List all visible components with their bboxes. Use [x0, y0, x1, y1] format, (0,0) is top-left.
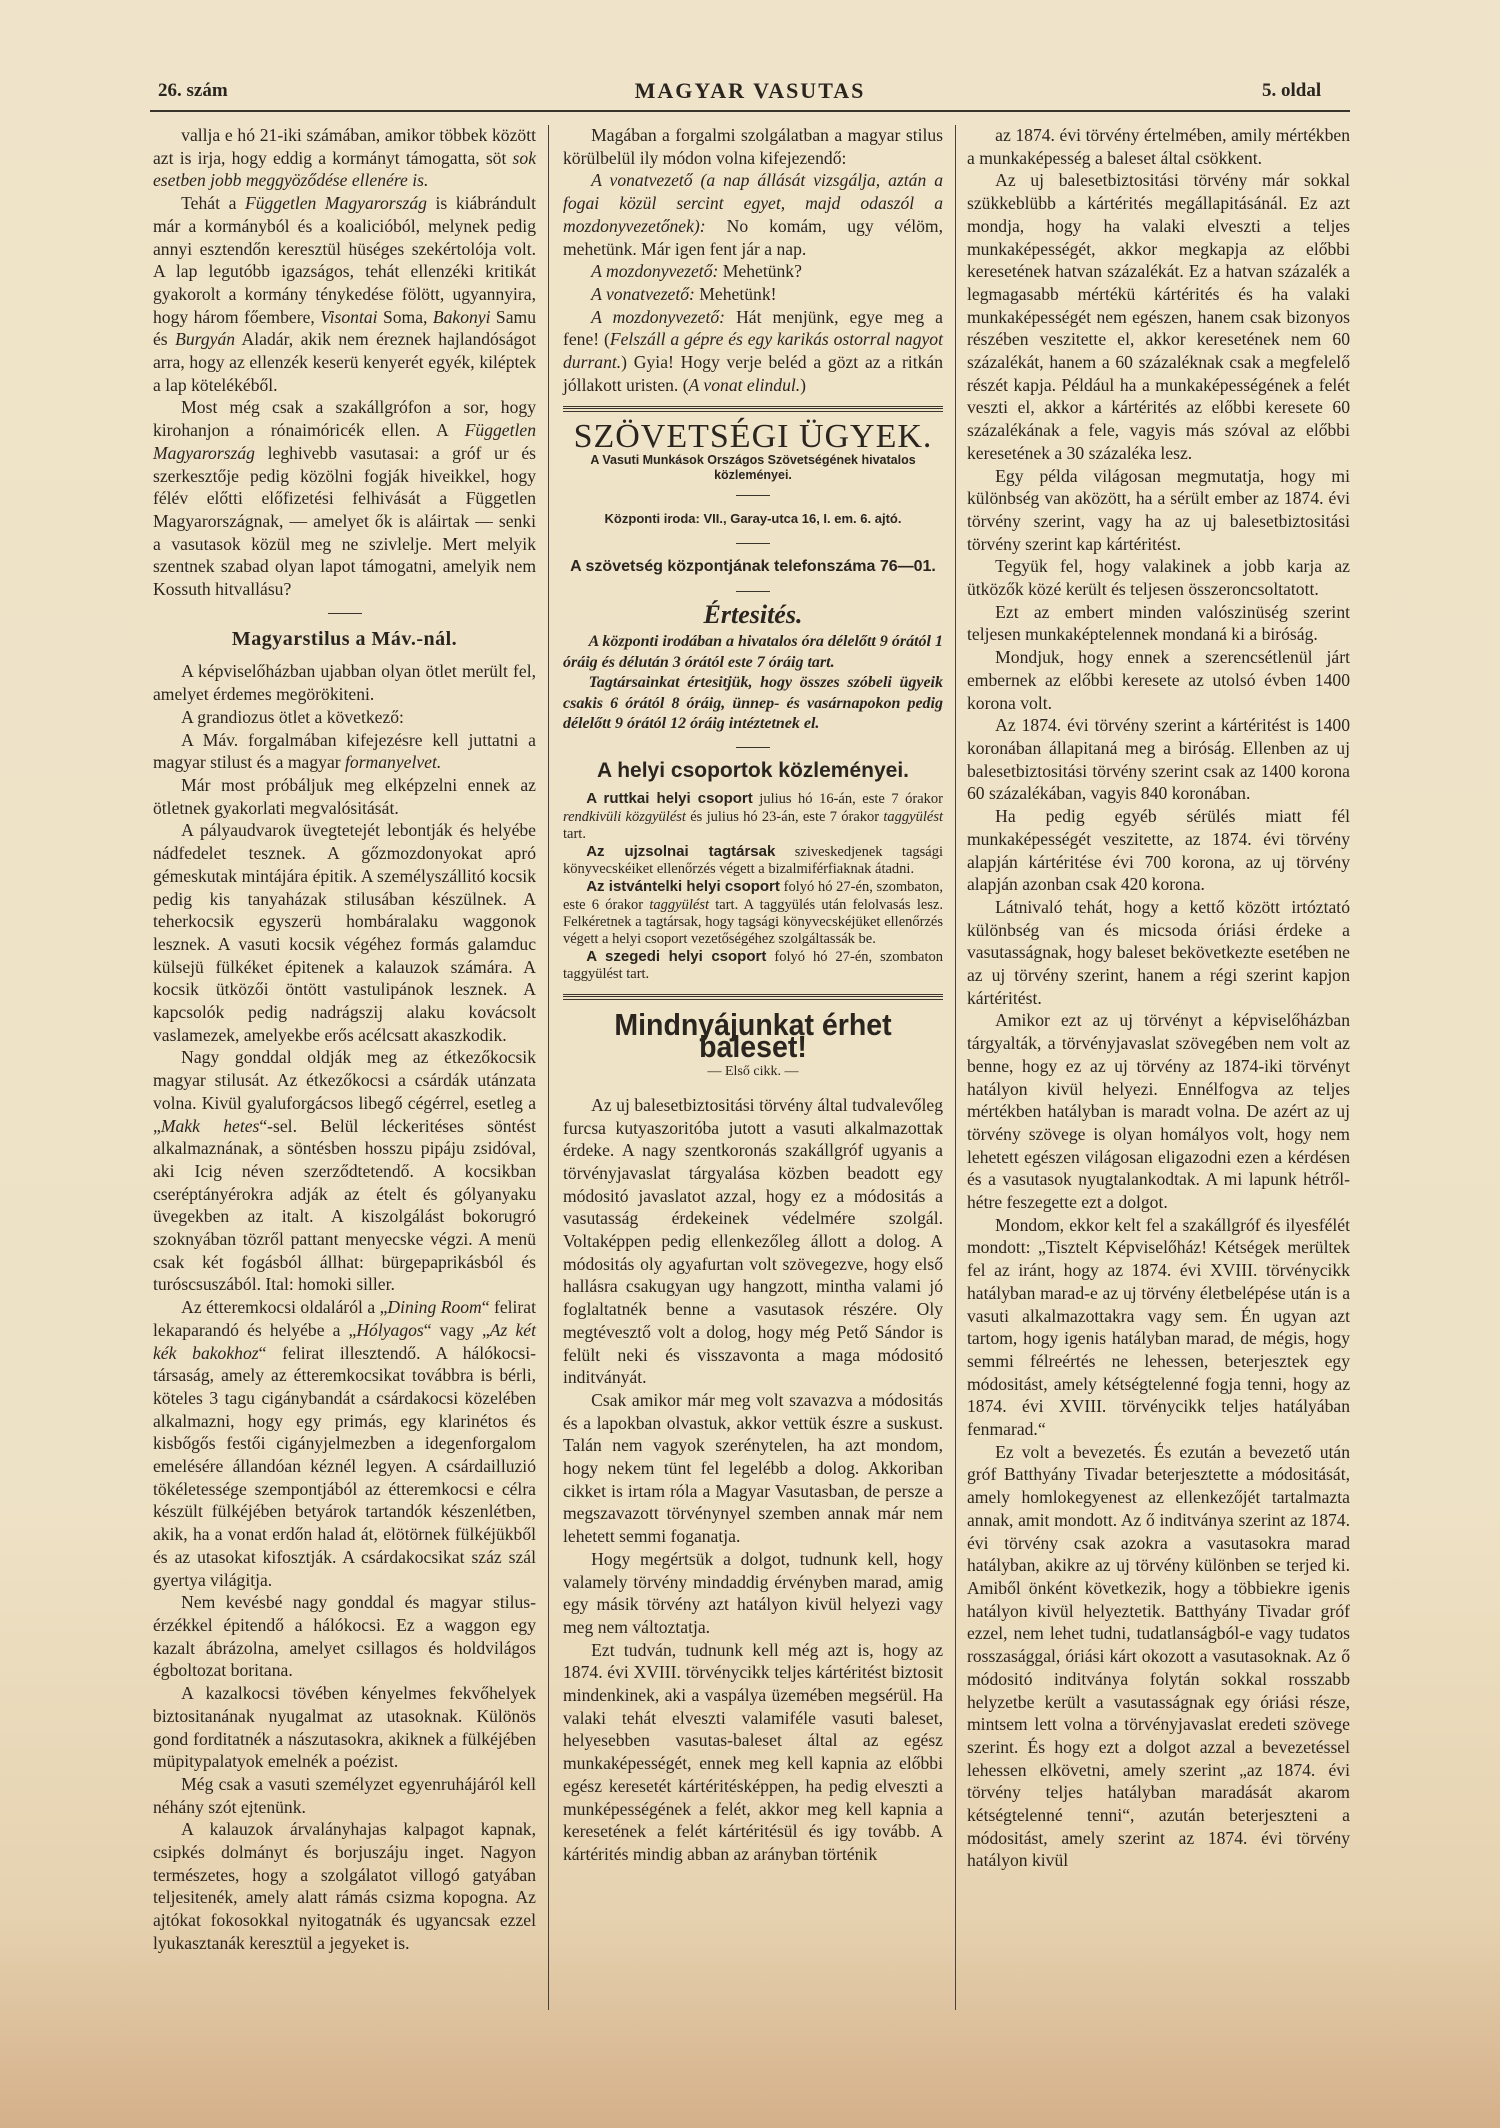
text-run: A vonatvezető:: [591, 283, 695, 304]
notice-body: [563, 632, 943, 735]
paragraph: [153, 192, 536, 396]
text-run: Most még csak a szakállgrófon a sor, hogy kirohanjon a rónaimóricék ellen. A: [153, 397, 536, 441]
paragraph: [563, 1389, 943, 1548]
text-run: Az ujzsolnai tagtársak: [586, 843, 776, 861]
text-run: rendkivüli közgyülést: [563, 808, 686, 825]
paragraph: [563, 843, 943, 878]
text-run: Makk hetes: [160, 1115, 260, 1136]
paragraph: [563, 632, 943, 673]
text-run: Az uj balesetbiztositási törvény már sokkal szükkeblübb a kártérités megállapitásánál. Ez azt mondja, hogy ha valaki elveszti a teljes munkaképességét, akkor megkapja az előbbi keresetének hatvan százalékát. Ez a hatvan százalék a legmagasabb mértékü kártérités és ha valaki munkaképességét nem egészen, hanem csak bizonyos részében veszitette el, akkor keresetének nem 60 százalékát, hanem a 60 százaléknak csak a megfelelő részét kapja. Például ha a munkaképességének a felét veszti el, akkor a kártérités az előbbi keresete 60 százalékának a fele, vagyis más szóval az előbbi keresetének a 30 százaléka lesz.: [967, 170, 1350, 463]
text-run: Még csak a vasuti személyzet egyenruhájáról kell néhány szót ejtenünk.: [153, 1773, 536, 1817]
paragraph: [967, 1009, 1350, 1213]
text-run: A vonat elindul.: [688, 374, 801, 395]
text-run: Mondom, ekkor kelt fel a szakállgróf és ilyesfélét mondott: „Tisztelt Képviselőház! Kétségek merültek fel az iránt, hogy az 1874. évi XVIII. törvénycikk hatályban marad-e az uj törvény életbelépése után is a vasuti alkalmazottakra vagy sem. Én ugyan azt tartom, hogy igenis hatályban marad, de mégis, hogy semmi félreértés ne lehessen, beterjesztek egy módositást, amely kétségtelenné fogja tenni, hogy az 1874. évi XVIII. törvénycikk teljes hatályában fenmarad.“: [967, 1214, 1350, 1440]
text-run: Burgyán: [175, 329, 236, 350]
paragraph: [967, 169, 1350, 464]
text-run: Aladár, akik nem éreznek hajlandóságot arra, hogy az ellenzék keserü kenyerét egyék, kiléptek a lap kötelékéből.: [153, 329, 536, 395]
paragraph: [967, 1214, 1350, 1441]
text-run: Hát menjünk, egye meg a fene! (: [563, 306, 943, 350]
text-run: Már most próbáljuk meg elképzelni ennek az ötletnek gyakorlati megvalósitását.: [153, 774, 536, 818]
separator: [736, 495, 770, 496]
text-run: Mehetünk?: [718, 261, 802, 282]
paragraph: [153, 774, 536, 819]
text-run: Ezt tudván, tudnunk kell még azt is, hogy az 1874. évi XVIII. törvénycikk teljes kártéritést biztosit mindenkinek, aki a vaspálya üzemében megsérül. Ha valaki tehát elveszti valamiféle vasuti baleset, helyesebben vasutas-baleset által az egész munkaképességét, ennek meg kell kapnia az előbbi egész keresetét kártéritésképpen, ha pedig elveszti a munképességének a felét, akkor meg kell kapnia a keresetének a felét kártéritésül és igy tovább. A kártérités mindig abban az arányban történik: [563, 1639, 943, 1864]
text-run: folyó hó 27-én, szombaton taggyülést tart.: [563, 949, 943, 983]
text-run: A mozdonyvezető:: [591, 306, 726, 327]
notice-title: Értesités.: [703, 599, 803, 629]
text-run: ): [800, 374, 807, 395]
text-run: Nagy gonddal oldják meg az étkezőkocsik magyar stilusát. Az étkezőkocsi a csárdák utánzata volna. Kivül gyaluforgácsos libegő cégérrel, esetleg a „: [153, 1047, 536, 1136]
text-run: Soma,: [377, 306, 433, 327]
column-divider: [548, 125, 549, 2010]
text-run: Egy példa világosan megmutatja, hogy mi különbség van aközött, ha a sérült ember az 1874. évi törvény szerint, vagy ha az uj balesetbiztositási törvény szerint kap kártéritést.: [967, 465, 1350, 554]
column-1: [153, 124, 536, 1955]
text-run: Tehát a: [181, 193, 245, 214]
paragraph: [563, 283, 943, 306]
paragraph: [153, 1773, 536, 1818]
article-subtitle: — Első cikk. —: [707, 1064, 799, 1080]
issue-number: 26. szám: [158, 80, 228, 101]
section-subtitle: A Vasuti Munkások Országos Szövetségének hivatalos közleményei.: [590, 453, 916, 483]
text-run: A kalauzok árvalányhajas kalpagot kapnak, csipkés dolmányt és borjuszáju inget. Nagyon természetes, hogy a szolgálatot villogó gatyában teljesitenék, amely alatt rámás csizma kopogna. Az ajtókat fokosokkal nyitogatnák és ugyancsak ezzel lyukasztanák keresztül a jegyeket is.: [153, 1819, 536, 1953]
paragraph: [153, 729, 536, 774]
column-2: [563, 124, 943, 1866]
separator: [736, 591, 770, 592]
text-run: tart. A taggyülés után felolvasás lesz. Felkéretnek a tagtársak, hogy tagsági könyvecskéjüket ellenőrzés végett a helyi csoport vezetőségéhez szolgáltassák be.: [563, 896, 943, 948]
text-run: “-sel. Belül léckeritéses söntést alkalmaznának, a söntésben hosszu pipáju zsidóval, aki Icig néven szerződtetendő. A kocsikban cseréptányérokra adják az ételt és gólyanyaku üvegekben az italt. A kiszolgálást bokorugró szoknyában tözről pattant menyecske végzi. A menü csak két fogásból állhat: bürgepaprikásból és turóscsuszából. Ital: homoki siller.: [153, 1115, 536, 1295]
paragraph: [153, 1682, 536, 1773]
paragraph: [563, 260, 943, 283]
section-title: SZÖVETSÉGI ÜGYEK.: [573, 418, 933, 456]
paragraph: [153, 1591, 536, 1682]
text-run: Az uj balesetbiztositási törvény által tudvalevőleg furcsa kutyaszoritóba jutott a vasuti alkalmazottak érdeke. A nagy szentkoronás szakállgróf ugyanis a törvényjavaslat tárgyalása közben beadott egy módositó javaslatot azzal, hogy ez a módositás a vasutasság érdekeinek védelmére szolgál. Voltaképpen pedig ellenkezőleg állott a dolog. A módositás oly agyafurtan volt szövegezve, hogy első hallásra csakugyan ugy hangzott, mintha valami jó foglaltatnék benne a vasutasok részére. Oly megtévesztő volt a dolog, hogy még Pető Sándor is felült neki és visszavonta a maga módositó inditványát.: [563, 1094, 943, 1388]
separator: [328, 613, 362, 614]
text-run: taggyülést: [649, 896, 709, 913]
text-run: taggyülést: [883, 808, 943, 825]
text-run: julius hó 16-án, este 7 órakor: [752, 791, 943, 808]
text-run: tart.: [563, 825, 586, 842]
paragraph: [967, 1441, 1350, 1872]
paragraph: [967, 601, 1350, 646]
text-run: Látnivaló tehát, hogy a kettő között irtóztató különbség van és micsoda óriási érdeke a vasutasságnak, hogy baleset bekövetkezte esetében ne az uj törvény szerint, hanem a régi szerint kapjon kártéritést.: [967, 896, 1350, 1008]
paragraph: [563, 790, 943, 843]
text-run: Dining Room: [387, 1297, 482, 1318]
text-run: Az 1874. évi törvény szerint a kártéritést is 1400 koronában állapitaná meg a biróság. Ellenben az uj balesetbiztositási törvény szerint csak az 1400 korona 60 százalékában, vagyis 840 koronában.: [967, 715, 1350, 804]
phone-number: A szövetség központjának telefonszáma 76—01.: [570, 557, 936, 575]
text-run: A kazalkocsi tövében kényelmes fekvőhelyek biztositanának nyugalmat az utasoknak. Különös gond forditatnék a nászutasokra, akiknek a fülkéjében müpitypalatyok emelnék a poézist.: [153, 1683, 536, 1772]
text-run: Ezt az embert minden valószinüség szerint teljesen munkaképtelennek mondaná ki a biróság.: [967, 601, 1350, 645]
paragraph: [153, 1046, 536, 1296]
article-continuation: [967, 124, 1350, 1872]
text-run: ) Gyia! Hogy verje beléd a gözt az a ritkán jóllakott uristen. (: [563, 352, 943, 395]
text-run: A pályaudvarok üvegtetejét lebontják és helyébe nádfedelet tesznek. A gőzmozdonyokat apró gémeskutak mintájára épitik. A személyszállitó kocsik pedig kis tanyaházak stilusában készülnek. A teherkocsik egyszerü hombáralaku waggonok lesznek. A vasuti kocsik végéhez formás galamduc külsejü fülkéket épitenek a kalauzok számára. A kocsik ütközői öntött vastulipánok lesznek. A kapcsolók pedig nadrágszij alaku kovácsolt vaslamezek, amelyekbe erős acélcsatt akaszkodik.: [153, 820, 536, 1045]
text-run: formanyelvet.: [345, 752, 442, 773]
text-run: az 1874. évi törvény értelmében, amily mértékben a munkaképesség a baleset által csökkent.: [967, 125, 1350, 168]
paragraph: [153, 1296, 536, 1591]
text-run: leghivebb vasutasai: a gróf ur és szerkesztője pedig közölni fogják hiveikkel, hogy félév előtti előfizetési felhivását a Független Magyarországnak, — amelyet ők is aláirtak — senki a vasutasok közül meg ne szivlelje. Mert melyik szentnek szabad olyan lapot támogatni, amelyik nem Kossuth hitvallásu?: [153, 442, 536, 600]
text-run: Független Magyarország: [153, 420, 536, 463]
text-run: Hólyagos: [356, 1319, 424, 1340]
text-run: Samu és: [153, 306, 537, 350]
intro-text: [153, 124, 536, 601]
paragraph: [563, 306, 943, 397]
text-run: A szegedi helyi csoport: [586, 948, 767, 966]
paragraph: [563, 1548, 943, 1639]
paragraph: [153, 396, 536, 600]
text-run: “ vagy „: [423, 1319, 490, 1340]
text-run: A mozdonyvezető:: [591, 261, 719, 282]
paragraph: [967, 805, 1350, 896]
text-run: Az étteremkocsi oldaláról a „: [181, 1297, 388, 1318]
text-run: sziveskedjenek tagsági könyvecskéiket ellenőrzés végett a bizalmiférfiaknak átadni.: [563, 844, 944, 878]
text-run: Amikor ezt az uj törvényt a képviselőházban tárgyalták, a törvényjavaslat szövegében nem volt az benne, hogy ez az uj törvény az 1874-iki törvényt hatályon kivül helyezi. Ennélfogva az teljes mértékben hatályban is maradt volna. De azért az uj törvény szövege is olyan homályos volt, hogy nem lehetett egészen világosan eligazodni ezen a kérdésen és a vasutasok nyugtalankodtak. A mi lapunk hétről-hétre feszegette ezt a dolgot.: [967, 1010, 1350, 1213]
paragraph: [563, 948, 943, 983]
article-body: [153, 660, 536, 1954]
text-run: “ felirat illesztendő. A hálókocsi-társaság, amely az étteremkocsikat továbbra is bérli, köteles 3 tagu cigánybandát a csárdakocsi közelében alkalmazni, hogy egy primás, egy klarinétos és kisbőgős festői cigányjelmezben a idegenforgalom emelésére állandóan kéznél legyen. A csárdailluzió tökéletessége szempontjából az étteremkocsi e célra készült fülkéjében betyárok tartandók készenlétben, akik, ha a vonat erdőn halad át, elötörnek fülkéjükből és az utasokat kifosztják. A csárdakocsikat száz szál gyertya világitja.: [153, 1342, 536, 1590]
paragraph: [967, 465, 1350, 556]
paragraph: [153, 819, 536, 1046]
text-run: A képviselőházban ujabban olyan ötlet merült fel, amelyet érdemes megörökiteni.: [153, 661, 536, 705]
text-run: A központi irodában a hivatalos óra délelőtt 9 órától 1 óráig és délután 3 órától este 7 óráig tart.: [563, 633, 943, 671]
paragraph: [153, 1818, 536, 1954]
text-run: Visontai: [320, 306, 378, 327]
text-run: vallja e hó 21-iki számában, amikor többek között azt is irja, hogy eddig a kormányt támogatta, söt: [153, 125, 536, 168]
paragraph: [967, 646, 1350, 714]
text-run: Ha pedig egyéb sérülés miatt fél munkaképességét veszitette, az 1874. évi törvény alapján kártéritése évi 700 korona, az uj törvény alapján azonban csak 420 korona.: [967, 806, 1350, 895]
text-run: A vonatvezető (a nap állását vizsgálja, aztán a fogai közül sercint egyet, majd odaszól a mozdonyvezetőnek):: [563, 170, 943, 236]
newspaper-title: MAGYAR VASUTAS: [634, 78, 866, 103]
text-run: Mondjuk, hogy ennek a szerencsétlenül járt embernek az előbbi keresete az utolsó évben 1400 korona volt.: [967, 647, 1350, 713]
text-run: Magában a forgalmi szolgálatban a magyar stilus körülbelül ily módon volna kifejezendő:: [563, 125, 943, 168]
paragraph: [967, 714, 1350, 805]
paragraph: [563, 673, 943, 735]
separator: [736, 543, 770, 544]
page-number: 5. oldal: [1262, 80, 1322, 101]
column-3: [967, 124, 1350, 1872]
text-run: Felszáll a gépre és egy karikás ostorral nagyot durrant.: [563, 329, 943, 373]
text-run: Az istvántelki helyi csoport: [586, 878, 780, 896]
paragraph: [967, 124, 1350, 169]
paragraph: [563, 878, 943, 948]
text-run: “ felirat lekaparandó és helyébe a „: [153, 1297, 536, 1340]
paragraph: [153, 124, 536, 192]
text-run: Nem kevésbé nagy gonddal és magyar stilus-érzékkel épitendő a hálókocsi. Ez a waggon egy kazalt ábrázolna, amelyet csillagos és holdvilágos égboltozat boritana.: [153, 1592, 536, 1681]
paragraph: [563, 124, 943, 169]
text-run: No komám, ugy vélöm, mehetünk. Már igen fent jár a nap.: [563, 215, 943, 259]
paragraph: [563, 1639, 943, 1866]
text-run: Az két kék bakokhoz: [153, 1319, 536, 1363]
text-run: Tagtársainkat értesitjük, hogy összes szóbeli ügyeik csakis 6 órától 8 óráig, ünnep- és vasárnapokon pedig délelőtt 9 órától 12 óráig intéztetnek el.: [563, 674, 943, 733]
text-run: A ruttkai helyi csoport: [586, 790, 753, 808]
text-run: Hogy megértsük a dolgot, tudnunk kell, hogy valamely törvény mindaddig érvényben marad, amig egy másik törvény azt hatályon kivül helyezi vagy meg nem változtatja.: [563, 1548, 943, 1637]
paragraph: [967, 896, 1350, 1010]
text-run: folyó hó 27-én, szombaton, este 6 órakor: [563, 879, 943, 913]
text-run: A Máv. forgalmában kifejezésre kell juttatni a magyar stilust és a magyar: [153, 729, 536, 773]
text-run: Tegyük fel, hogy valakinek a jobb karja az ütközők közé került és teljesen összeroncsoltatott.: [967, 556, 1350, 600]
paragraph: [153, 706, 536, 729]
separator: [736, 747, 770, 748]
article-body: [563, 1094, 943, 1866]
text-run: Bakonyi: [432, 306, 491, 327]
text-run: Ez volt a bevezetés. És ezután a bevezető után gróf Batthyány Tivadar beterjesztette a módositását, amely homlokegyenest az ellenkezőjét tartalmazta annak, amit mondott. Az ő inditványa szerint az 1874. évi törvény csak azokra a vasutasokra marad hatályban, akikre az uj törvény különben se terjed ki. Amiből önként következik, hogy a többiekre igenis hatályon kivül helyeztetik. Batthyány Tivadar gróf ezzel, nem lehet tudni, tudatlanságból-e vagy tudatos rosszasággal, óriási kárt okozott a vasutasoknak. Az ő módositó inditványa folytán sokkal rosszabb helyzetbe került a vasutasságnak egy óriási része, mintsem lett volna a törvényjavaslat eredeti szövege szerint. És hogy ezt a dolgot azzal a bevezetéssel lehessen elkövetni, amely szerint „az 1874. évi törvény teljes hatályban maradását akarom kétségtelenné tenni“, azután beterjeszteni a módositást, amely szerint az 1874. évi törvény hatályon kivül: [967, 1441, 1350, 1871]
column-divider: [955, 125, 956, 2010]
paragraph: [153, 660, 536, 705]
paragraph: [563, 1094, 943, 1389]
text-run: és julius hó 23-án, este 7 órakor: [685, 808, 884, 825]
groups-body: [563, 790, 943, 983]
text-run: Mehetünk!: [694, 283, 777, 304]
header-rule: [150, 110, 1350, 112]
text-run: Független Magyarország: [245, 193, 427, 214]
groups-title: A helyi csoportok közleményei.: [597, 758, 909, 782]
text-run: is kiábrándult már a kormányból és a koalicióból, melynek pedig annyi esztendőn keresztül hüséges szekértolója volt. A lap legutóbb igazságos, tehát ellenzéki kritikát gyakorolt a kormány ténykedése fölött, ugyannyira, hogy három főembere,: [153, 193, 536, 327]
dialogue-text: [563, 124, 943, 396]
text-run: sok esetben jobb meggyöződése ellenére is.: [153, 147, 536, 191]
paragraph: [563, 169, 943, 260]
text-run: A grandiozus ötlet a következő:: [181, 706, 404, 727]
paragraph: [967, 555, 1350, 600]
article-title: Magyarstilus a Máv.-nál.: [231, 627, 458, 650]
section-rule: [563, 994, 943, 1000]
office-address: Központi iroda: VII., Garay-utca 16, I. em. 6. ajtó.: [604, 511, 902, 527]
text-run: Csak amikor már meg volt szavazva a módositás és a lapokban olvastuk, akkor vettük észre a suskust. Talán nem vagyok szerénytelen, ha azt mondom, hogy nekem tünt fel legelébb a dolog. Akkoriban cikket is irtam róla a Magyar Vasutasban, de persze a megszavazott törvénynyel szemben annak már nem lehetett semmi foganatja.: [563, 1389, 943, 1547]
section-rule: [563, 406, 943, 412]
article-title: Mindnyájunkat érhet baleset!: [614, 1006, 892, 1065]
